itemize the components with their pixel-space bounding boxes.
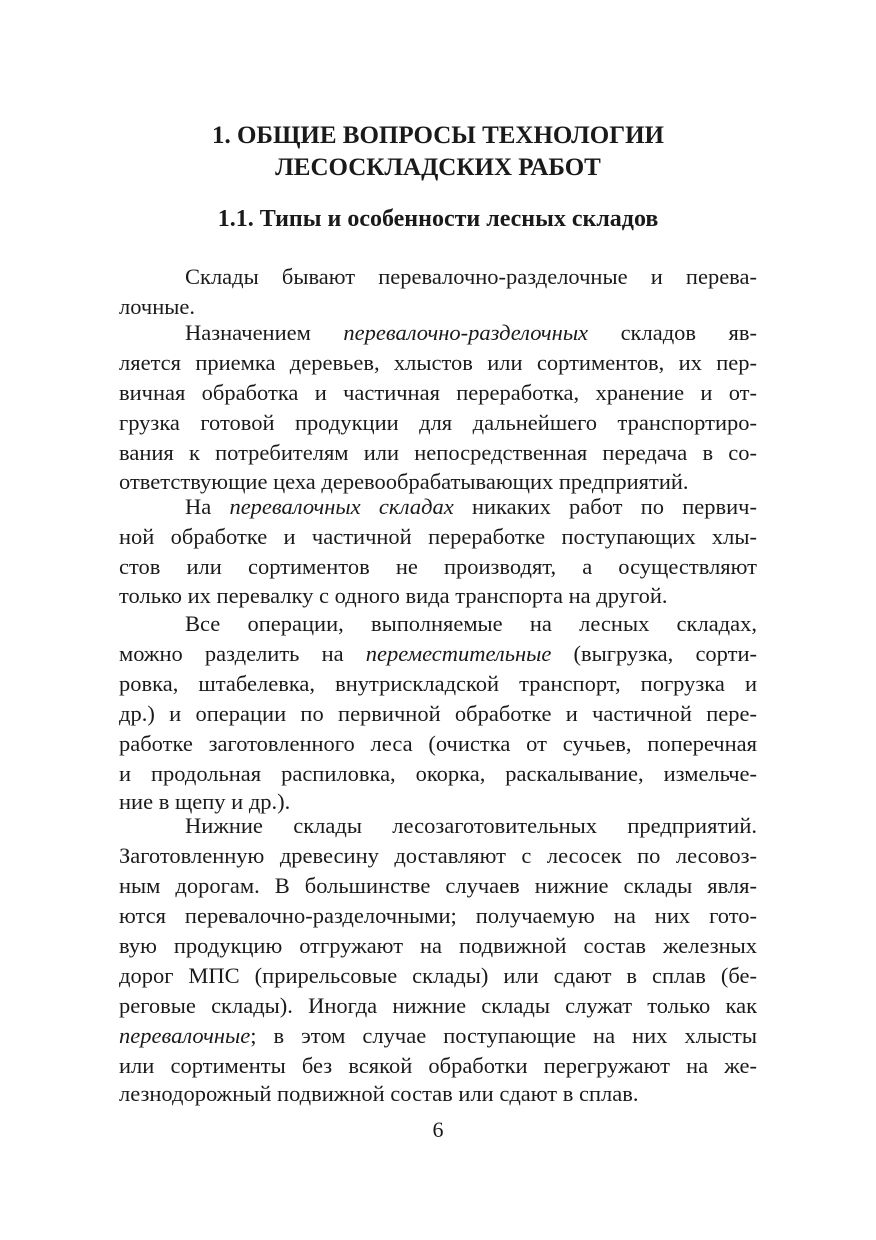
p3-l1-start: На (185, 494, 230, 519)
paragraph-3-line-4: только их перевалку с одного вида транспорта на другой. (119, 583, 668, 608)
paragraph-1-line-2: лочные. (119, 294, 195, 319)
paragraph-5-line-7: реговые склады). Иногда нижние склады служат только как (119, 993, 757, 1018)
chapter-title-line-2: ЛЕСОСКЛАДСКИХ РАБОТ (275, 154, 601, 181)
paragraph-2-line-1 (119, 318, 757, 348)
paragraph-4-line-4: др.) и операции по первичной обработке и частичной пере- (119, 701, 757, 726)
paragraph-5-line-3: ным дорогам. В большинстве случаев нижние склады явля- (119, 873, 757, 898)
paragraph-4-line-3: ровка, штабелевка, внутрискладской транспорт, погрузка и (119, 671, 757, 696)
term-relocation: переместительные (365, 641, 552, 666)
p3-l1-end: никаких работ по первич- (453, 494, 757, 519)
term-transshipment-warehouses: перевалочных складах (229, 494, 454, 519)
chapter-title (0, 120, 876, 184)
p2-l1-start: Назначением (185, 320, 344, 345)
p5-l8-end: ; в этом случае поступающие на них хлысты (250, 1023, 757, 1048)
paragraph-2-line-2: ляется приемка деревьев, хлыстов или сортиментов, их пер- (119, 350, 757, 375)
section-title: 1.1. Типы и особенности лесных складов (217, 206, 659, 232)
paragraph-5-line-9: или сортименты без всякой обработки перегружают на же- (119, 1053, 757, 1078)
paragraph-1-line-1: Склады бывают перевалочно-разделочные и перева- (185, 264, 757, 289)
paragraph-4-line-1: Все операции, выполняемые на лесных складах, (185, 611, 757, 636)
paragraph-4-line-6: и продольная распиловка, окорка, раскалывание, измельче- (119, 761, 757, 786)
paragraph-3-line-3: стов или сортиментов не производят, а осуществляют (119, 554, 757, 579)
paragraph-2-line-6: ответствующие цеха деревообрабатывающих предприятий. (119, 469, 689, 494)
p4-l2-start: можно разделить на (119, 641, 366, 666)
paragraph-4-line-5: работке заготовленного леса (очистка от сучьев, поперечная (119, 731, 757, 756)
paragraph-5-line-6: дорог МПС (прирельсовые склады) или сдают в сплав (бе- (119, 963, 757, 988)
chapter-title-line-1: 1. ОБЩИЕ ВОПРОСЫ ТЕХНОЛОГИИ (211, 122, 664, 149)
term-transshipment-cutting: перевалочно-разделочных (343, 320, 589, 345)
paragraph-2-line-3: вичная обработка и частичная переработка, хранение и от- (119, 380, 757, 405)
paragraph-2-line-5: вания к потребителям или непосредственная передача в со- (119, 440, 757, 465)
paragraph-4-line-2 (119, 639, 757, 669)
paragraph-5-line-5: вую продукцию отгружают на подвижной состав железных (119, 933, 757, 958)
p4-l2-end: (выгрузка, сорти- (551, 641, 757, 666)
term-transshipment: перевалочные (119, 1023, 251, 1048)
paragraph-3-line-2: ной обработке и частичной переработке поступающих хлы- (119, 524, 757, 549)
paragraph-5-line-2: Заготовленную древесину доставляют с лесосек по лесовоз- (119, 843, 757, 868)
paragraph-5-line-10: лезнодорожный подвижной состав или сдают в сплав. (119, 1081, 639, 1106)
paragraph-5-line-8 (119, 1021, 757, 1051)
paragraph-5-line-1: Нижние склады лесозаготовительных предприятий. (185, 813, 757, 838)
paragraph-5-line-4: ются перевалочно-разделочными; получаемую на них гото- (119, 903, 757, 928)
p2-l1-end: складов яв- (588, 320, 757, 345)
page-number: 6 (432, 1117, 444, 1142)
paragraph-2-line-4: грузка готовой продукции для дальнейшего транспортиро- (119, 410, 757, 435)
paragraph-3-line-1 (119, 492, 757, 522)
paragraph-4-line-7: ние в щепу и др.). (119, 789, 291, 814)
